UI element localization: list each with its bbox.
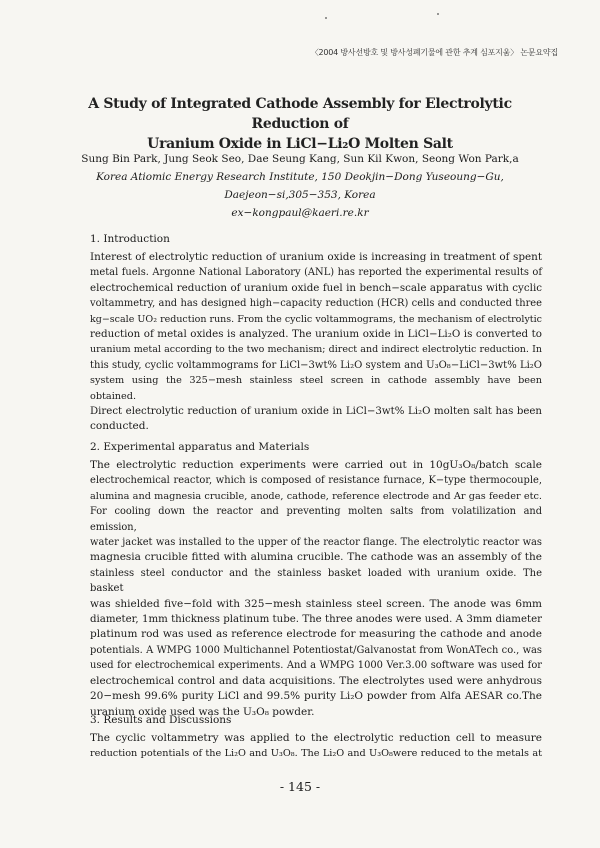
body-line: reduction of metal oxides is analyzed. The uranium oxide in LiCl−Li₂O is converted to: [90, 328, 542, 341]
body-line: this study, cyclic voltammograms for LiCl−3wt% Li₂O system and U₃O₈−LiCl−3wt% Li₂O: [90, 359, 542, 371]
running-header: 〈2004 방사선방호 및 방사성폐기물에 관한 추계 심포지움〉 논문요약집: [310, 48, 558, 57]
affiliation-line-1: Korea Atiomic Energy Research Institute, 150 Deokjin−Dong Yuseoung−Gu,: [96, 171, 504, 183]
body-line: platinum rod was used as reference electrode for measuring the cathode and anode: [90, 628, 542, 641]
scan-speck: [325, 17, 327, 19]
page-number: - 145 -: [279, 779, 321, 794]
body-line: alumina and magnesia crucible, anode, cathode, reference electrode and Ar gas feeder etc.: [90, 490, 542, 502]
affiliation-line-2: Daejeon−si,305−353, Korea: [224, 189, 376, 201]
body-line: water jacket was installed to the upper of the reactor flange. The electrolytic reactor was: [90, 537, 542, 549]
body-line: used for electrochemical experiments. And a WMPG 1000 Ver.3.00 software was used for: [90, 660, 542, 672]
body-line: Interest of electrolytic reduction of uranium oxide is increasing in treatment of spent: [90, 251, 542, 263]
body-line: magnesia crucible fitted with alumina crucible. The cathode was an assembly of the: [90, 551, 542, 564]
body-line: electrochemical control and data acquisitions. The electrolytes used were anhydrous: [90, 674, 542, 687]
body-line: kg−scale UO₂ reduction runs. From the cyclic voltammograms, the mechanism of electrolytic: [90, 313, 542, 325]
paper-title: [60, 94, 540, 154]
section-heading-introduction: 1. Introduction: [90, 233, 170, 245]
body-line: metal fuels. Argonne National Laboratory (ANL) has reported the experimental results of: [90, 267, 542, 279]
section-body-results: [90, 731, 542, 762]
body-line: reduction potentials of the Li₂O and U₃O₈. The Li₂O and U₃O₈were reduced to the metals at: [90, 748, 542, 760]
body-line: For cooling down the reactor and preventing molten salts from volatilization and emission,: [90, 506, 542, 533]
author-email: ex−kongpaul@kaeri.re.kr: [231, 207, 369, 219]
body-line: Direct electrolytic reduction of uranium oxide in LiCl−3wt% Li₂O molten salt has been: [90, 406, 542, 418]
author-names: Sung Bin Park, Jung Seok Seo, Dae Seung Kang, Sun Kil Kwon, Seong Won Park,a: [81, 153, 519, 165]
body-line: conducted.: [90, 420, 149, 433]
section-heading-experimental: 2. Experimental apparatus and Materials: [90, 441, 310, 453]
author-block: [60, 150, 540, 222]
body-line: electrochemical reduction of uranium oxide fuel in bench−scale apparatus with cyclic: [90, 281, 542, 294]
scan-speck: [437, 13, 439, 15]
title-line-1: A Study of Integrated Cathode Assembly for Electrolytic Reduction of: [88, 96, 512, 132]
body-line: The electrolytic reduction experiments were carried out in 10gU₃O₈/batch scale: [90, 459, 542, 471]
body-line: stainless steel conductor and the stainless basket loaded with uranium oxide. The basket: [90, 567, 542, 595]
body-line: uranium metal according to the two mechanism; direct and indirect electrolytic reduction. In: [90, 344, 542, 356]
body-line: 20−mesh 99.6% purity LiCl and 99.5% purity Li₂O powder from Alfa AESAR co.The: [90, 690, 542, 703]
body-line: uranium oxide used was the U₃O₈ powder.: [90, 705, 315, 718]
section-body-introduction: [90, 250, 542, 435]
section-heading-results: 3. Results and Discussions: [90, 714, 232, 726]
section-body-experimental: [90, 458, 542, 720]
body-line: The cyclic voltammetry was applied to the electrolytic reduction cell to measure: [90, 732, 542, 744]
body-line: potentials. A WMPG 1000 Multichannel Potentiostat/Galvanostat from WonATech co., was: [90, 644, 542, 656]
title-line-2: Uranium Oxide in LiCl−Li₂O Molten Salt: [147, 136, 453, 152]
body-line: voltammetry, and has designed high−capacity reduction (HCR) cells and conducted three: [90, 298, 542, 310]
body-line: system using the 325−mesh stainless steel screen in cathode assembly have been obtained.: [90, 375, 542, 402]
body-line: was shielded five−fold with 325−mesh stainless steel screen. The anode was 6mm: [90, 597, 542, 610]
body-line: diameter, 1mm thickness platinum tube. The three anodes were used. A 3mm diameter: [90, 614, 542, 626]
body-line: electrochemical reactor, which is composed of resistance furnace, K−type thermocouple,: [90, 475, 542, 487]
